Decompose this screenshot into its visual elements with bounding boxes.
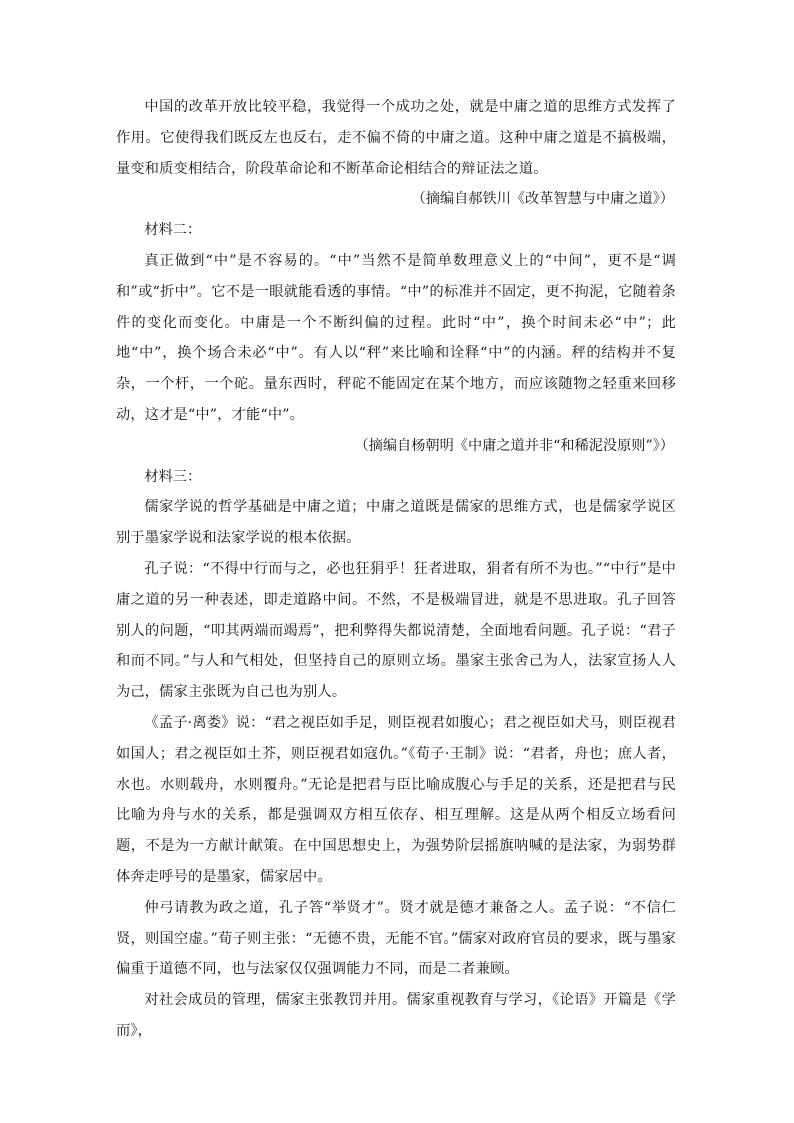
material2-paragraph: 真正做到“中”是不容易的。“中”当然不是简单数理意义上的“中间”，更不是“调和”或“折中”。它不是一眼就能看透的事情。“中”的标准并不固定，更不拘泥，它随着条件的变化而变化。中庸是一个不断纠偏的过程。此时“中”，换个时间未必“中”；此地“中”，换个场合未必“中”。有人以“秤”来比喻和诠释“中”的内涵。秤的结构并不复杂，一个杆，一个砣。量东西时，秤砣不能固定在某个地方，而应该随物之轻重来回移动，这才是“中”，才能“中”。 — [116, 252, 676, 423]
material1-source: （摘编自郝铁川《改革智慧与中庸之道》） — [411, 191, 674, 208]
material1-continuation: 中国的改革开放比较平稳，我觉得一个成功之处，就是中庸之道的思维方式发挥了作用。它使得我们既反左也反右，走不偏不倚的中庸之道。这种中庸之道是不搞极端，量变和质变相结合，阶段革命论和不断革命论相结合的辩证法之道。 — [116, 99, 676, 177]
material3-paragraph-3: 《孟子·离娄》说：“君之视臣如手足，则臣视君如腹心；君之视臣如犬马，则臣视君如国人；君之视臣如土芥，则臣视君如寇仇。”《荀子·王制》说：“君者，舟也；庶人者，水也。水则载舟，水则覆舟。”无论是把君与臣比喻成腹心与手足的关系，还是把君与民比喻为舟与水的关系，都是强调双方相互依存、相互理解。这是从两个相反立场看问题，不是为一方献计献策。在中国思想史上，为强势阶层摇旗呐喊的是法家，为弱势群体奔走呼号的是墨家，儒家居中。 — [116, 714, 676, 885]
material2-source: （摘编自杨朝明《中庸之道并非“和稀泥没原则”》） — [354, 437, 674, 454]
material2-heading: 材料二： — [144, 222, 202, 239]
document-page — [116, 92, 676, 1047]
material3-heading: 材料三： — [144, 468, 202, 485]
material3-paragraph-1: 儒家学说的哲学基础是中庸之道；中庸之道既是儒家的思维方式，也是儒家学说区别于墨家学说和法家学说的根本依据。 — [116, 499, 676, 547]
material3-paragraph-5: 对社会成员的管理，儒家主张教罚并用。儒家重视教育与学习，《论语》开篇是《学而》， — [116, 992, 676, 1039]
material3-paragraph-4: 仲弓请教为政之道，孔子答“举贤才”。贤才就是德才兼备之人。孟子说：“不信仁贤，则国空虚。”荀子则主张：“无德不贵，无能不官。”儒家对政府官员的要求，既与墨家偏重于道德不同，也与法家仅仅强调能力不同，而是二者兼顾。 — [116, 899, 676, 978]
material3-paragraph-2: 孔子说：“不得中行而与之，必也狂狷乎！狂者进取，狷者有所不为也。”“中行”是中庸之道的另一种表述，即走道路中间。不然，不是极端冒进，就是不思进取。孔子回答别人的问题，“叩其两端而竭焉”，把利弊得失都说清楚，全面地看问题。孔子说：“君子和而不同。”与人和气相处，但坚持自己的原则立场。墨家主张舍己为人，法家宣扬人人为己，儒家主张既为自己也为别人。 — [116, 560, 676, 701]
